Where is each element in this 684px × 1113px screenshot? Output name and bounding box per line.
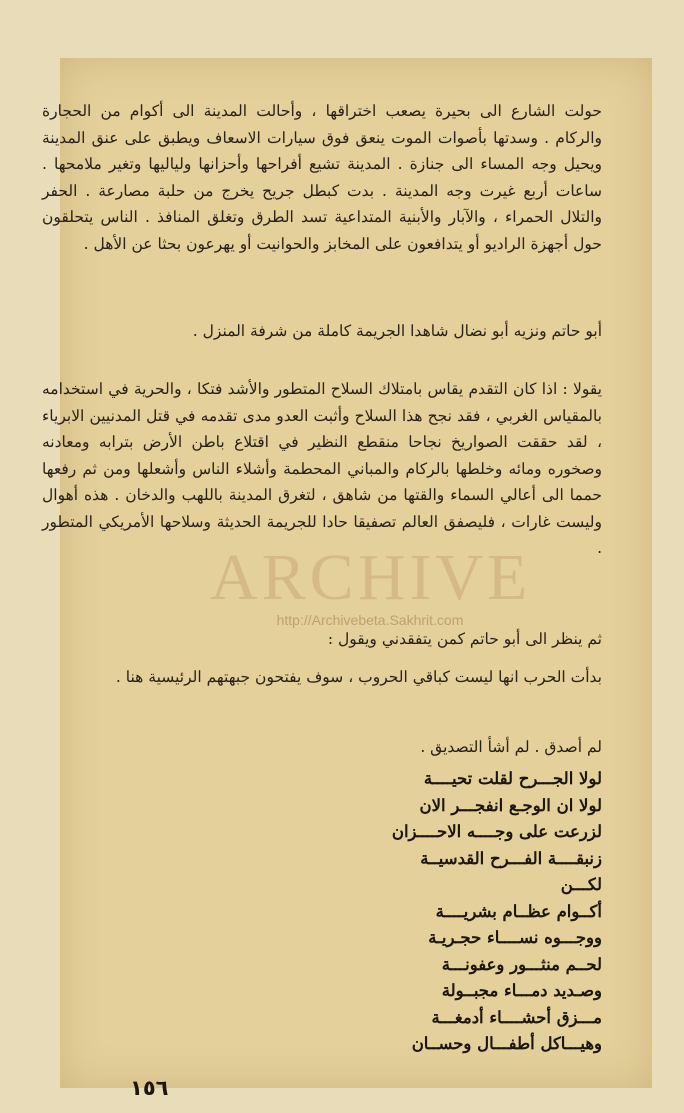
poem-line: ووجـــوه نســــاء حجـريـة (428, 928, 602, 947)
body-paragraph-1: حولت الشارع الى بحيرة يصعب اختراقها ، وأحالت المدينة الى أكوام من الحجارة والركام . وسدتها بأصوات الموت ينعق فوق سيارات الاسعاف ويطبق على عنق المدينة ويحيل وجه المساء الى جنازة . المدينة تشيع أفراحها وأحزانها ولياليها وتغير ملامحها . ساعات أربع غيرت وجه المدينة . بدت كبطل جريح يخرج من حلبة مصارعة . الحفر والتلال الحمراء ، والآبار والأبنية المتداعية تسد الطرق وتغلق المنافذ . الناس يتحلقون حول أجهزة الراديو أو يتدافعون على المخابز والحوانيت أو يهرعون بحثا عن الأهل . (42, 102, 602, 253)
watermark-title: ARCHIVE (210, 541, 532, 614)
body-paragraph-3: يقولا : اذا كان التقدم يقاس بامتلاك السلاح المتطور والأشد فتكا ، والحرية في استخدامه بالمقياس الغربي ، فقد نجح هذا السلاح وأثبت العدو مدى تقدمه في قتل المدنيين الابرياء ، لقد حققت الصواريخ نجاحا منقطع النظير في اقتلاع باطن الأرض بترابه ومعادنه وصخوره ومائه وخلطها بالركام والمباني المحطمة وأشلاء الناس وأشعلها ومن ثم رفعها حمما الى أعالي السماء والقتها من شاهق ، لتغرق المدينة باللهب والدخان . هذه أهوال وليست غارات ، فليصفق العالم تصفيقا حادا للجريمة الحديثة وسلاحها الأمريكي المتطور . (42, 380, 602, 557)
body-paragraph-4: ثم ينظر الى أبو حاتم كمن يتفقدني ويقول : (327, 630, 602, 648)
body-paragraph-2: أبو حاتم ونزيه أبو نضال شاهدا الجريمة كاملة من شرفة المنزل . (192, 322, 602, 340)
poem-stanza (42, 766, 602, 1058)
body-paragraph-5: بدأت الحرب انها ليست كباقي الحروب ، سوف يفتحون جبهتهم الرئيسية هنا . (115, 668, 602, 686)
watermark-url: http://Archivebeta.Sakhrit.com (276, 612, 464, 628)
poem-line: لحــم منثـــور وعفونـــة (441, 954, 602, 974)
book-page (42, 58, 652, 1100)
poem-line: زنبقــــة الفـــرح القدسيــة (420, 848, 602, 868)
page-number: ١٥٦ (130, 1076, 169, 1100)
body-paragraph-6: لم أصدق . لم أشأ التصديق . (420, 738, 602, 756)
poem-line: وهيـــاكل أطفـــال وحســان (411, 1034, 602, 1053)
poem-line: أكــوام عظــام بشريــــة (435, 901, 602, 921)
poem-line: مـــزق أحشــــاء أدمغـــة (431, 1007, 602, 1027)
poem-line: لزرعت على وجــــه الاحــــزان (391, 822, 602, 841)
poem-line: لكـــن (560, 875, 602, 894)
poem-line: وصـديد دمـــاء مجبــولة (441, 981, 602, 1000)
poem-line: لولا الجـــرح لقلت تحيــــة (423, 769, 602, 788)
poem-line: لولا ان الوجـع انفجـــر الان (419, 795, 602, 815)
